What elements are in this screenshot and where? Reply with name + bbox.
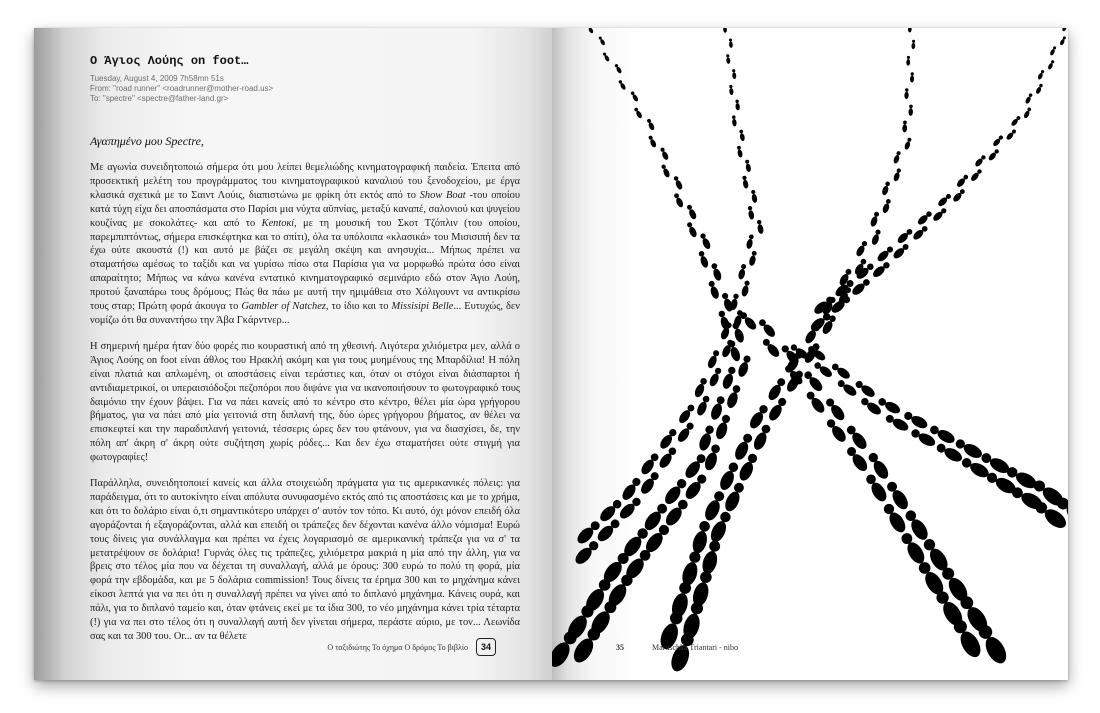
- footprint: [735, 99, 740, 110]
- footprint: [659, 147, 669, 161]
- footprint: [970, 168, 984, 182]
- footprint: [744, 159, 751, 172]
- p1-text-i: ... Ευτυχώς, δεν νομίζω ότι θα συναντήσω την Άβα Γκάρντνερ...: [90, 301, 520, 326]
- footprint: [908, 105, 913, 116]
- footprint: [987, 148, 1000, 162]
- footprint: [699, 232, 712, 250]
- footprint: [686, 221, 698, 238]
- left-page: [34, 28, 552, 680]
- footprint: [646, 118, 655, 131]
- greeting: Αγαπημένο μου Spectre,: [90, 134, 204, 148]
- footprint: [660, 164, 671, 179]
- footprint: [729, 85, 734, 96]
- footprint: [830, 362, 852, 381]
- footprint: [677, 403, 696, 425]
- footprint: [739, 129, 746, 141]
- email-to: To: "spectre" <spectre@father-land.gr>: [90, 94, 229, 103]
- footprint: [850, 277, 871, 297]
- footprint: [733, 309, 744, 328]
- footprint: [573, 538, 601, 566]
- footprint: [844, 423, 869, 451]
- footprint: [732, 69, 737, 79]
- left-page-footer: [327, 638, 496, 656]
- footprint: [747, 206, 755, 220]
- footprint: [975, 622, 1011, 667]
- footprint: [707, 280, 720, 300]
- footprint: [859, 396, 883, 417]
- footprint: [658, 427, 679, 451]
- footprint: [896, 227, 914, 245]
- footprint: [824, 396, 847, 422]
- footprint: [766, 376, 787, 402]
- footprint: [813, 360, 834, 379]
- left-footer-text: Ο ταξιδιώτης Το όχημα Ο δρόμος Το βιβλίο: [327, 642, 468, 652]
- footprint: [602, 52, 610, 62]
- p1-title-missisipi-belle: Missisipi Belle: [391, 301, 454, 313]
- footprint: [680, 550, 703, 588]
- footprint-trails: [552, 28, 1068, 674]
- footprint: [756, 219, 764, 234]
- footprint: [1010, 115, 1021, 127]
- footprint: [1023, 107, 1032, 119]
- p1-title-show-boat: Show Boat: [419, 189, 466, 201]
- page-number-badge: 34: [476, 638, 496, 656]
- footprint: [911, 40, 915, 50]
- footprint: [710, 262, 723, 281]
- footprint: [736, 145, 743, 157]
- footprint: [871, 229, 882, 246]
- footprint: [906, 56, 910, 66]
- footprint: [638, 470, 661, 496]
- footprint: [869, 211, 880, 228]
- footprint: [952, 188, 967, 203]
- footprint: [595, 517, 622, 544]
- footprint: [836, 378, 859, 398]
- footprint: [673, 192, 685, 208]
- email-date: Tuesday, August 4, 2009 7h58mn 51s: [90, 74, 224, 83]
- footprint: [881, 181, 891, 196]
- footprint: [647, 135, 657, 149]
- footprint: [974, 154, 987, 168]
- footprint: [639, 451, 661, 476]
- footprint: [741, 280, 751, 297]
- footprint: [804, 389, 827, 415]
- p1-title-gambler: Gambler of Natchez: [241, 301, 326, 313]
- left-page-content: [90, 54, 520, 656]
- footprint: [737, 263, 747, 280]
- footprint: [614, 63, 623, 74]
- email-meta: [90, 74, 520, 104]
- footprint: [761, 337, 782, 359]
- right-page-number: 35: [616, 643, 624, 652]
- footprint: [742, 175, 749, 189]
- email-from: From: "road runner" <roadrunner@mother-road.us>: [90, 84, 274, 93]
- footprint: [657, 445, 678, 470]
- footprint: [904, 137, 913, 150]
- footprint: [575, 519, 603, 547]
- footprint: [902, 120, 907, 132]
- footprint: [695, 394, 711, 417]
- footprint: [731, 115, 736, 126]
- footprint: [910, 72, 915, 82]
- footprint: [1037, 69, 1045, 80]
- right-page: [552, 28, 1068, 680]
- footprint: [1005, 128, 1017, 140]
- footprint: [916, 210, 933, 227]
- footprint: [620, 476, 643, 503]
- paragraph-1: [90, 161, 520, 328]
- footprint: [708, 366, 723, 387]
- footprint: [855, 240, 869, 258]
- footprint: [690, 519, 712, 555]
- footprint: [673, 175, 684, 190]
- footprint: [932, 207, 948, 223]
- footprint: [750, 189, 758, 203]
- footprint: [757, 317, 777, 339]
- footprint: [693, 377, 709, 399]
- footprint: [746, 234, 755, 250]
- footprint: [748, 250, 758, 266]
- footprint: [1049, 46, 1057, 56]
- footprint: [598, 36, 606, 46]
- p1-title-kentoki: Kentoĸí: [261, 217, 294, 229]
- footprint: [824, 417, 848, 444]
- footprint: [882, 198, 892, 214]
- footprint: [854, 379, 877, 399]
- footprint: [686, 204, 698, 221]
- footprint: [908, 28, 912, 33]
- footprint: [726, 54, 731, 64]
- footprint: [728, 38, 733, 48]
- footprint: [904, 88, 909, 99]
- p1-text-e: , με τη μουσική του Σκοτ Τζόπλιν (του οποίου, παρεμπιπτόντως, σήμερα επισκέφτηκα και το σπίτι), όλα τα υπόλοιπα «κλασικά» του Μισισιπή δεν τα έχω ούτε ακουστά (!) και αυτό με βάζει σε μεγάλη σκέψη και ανησυχία... Μήπως πρέπει να σταματήσω αμέσως το ταξίδι και να γυρίσω πίσω στα Παρίσια για να μορφωθώ πρώτα όσο είναι απαραίτητο; Μήπως να κάνω κανένα εντατικό κινηματογραφικό σεμινάριο εδώ στον Άγιο Λούη, προτού ξαναπάρω τους δρόμους; Πώς θα πάω με αυτή την ημιμάθεια στο Χόλιγουντ να αντικρίσω τους σταρ; Πρώτη φορά άκουγα το: [90, 217, 520, 313]
- right-footer-text: Maruschka Triantari - nibo: [652, 643, 738, 652]
- footprint: [633, 107, 643, 119]
- paragraph-2: Η σημερινή ημέρα ήταν δύο φορές πιο κουραστική από τη χθεσινή. Λιγότερα χιλιόμετρα μεν, αλλά ο Άγιος Λούης on foot είναι άθλος του Ηρακλή ακόμη και για τους μυημένους της Μπαρδίλια! Η πόλη είναι πλατιά και απλωμένη, οι αποστάσεις είναι τεράστιες και, όταν οι στόχοι είναι διάσπαρτοι ή αντιδιαμετρικοί, οι υπεραισιόδοξοι πεζοπόροι που διψάνε για να ικανοποιήσουν το φωτογραφικό τους δαιμόνιο την έχουν βάψει. Για να πάει κανείς από το κέντρο στο κέντρο, θέλει μία ώρα γρήγορου βήματος, για να πάει από μία γειτονιά στη διπλανή της, δύο ώρες γρήγορου βήματος, αν θέλει να επισκεφτεί και την παραδιπλανή γειτονιά, τέσσερις ώρες δεν του φτάνουν, για να διασχίσει, δε, την πόλη απ' άκρη σ' άκρη ούτε συζήτηση χωρίς ρόδες... Και δεν έχω σταματήσει ούτε στιγμή για φωτογραφίες!: [90, 340, 520, 464]
- footprint: [844, 445, 870, 474]
- footprint: [618, 79, 627, 90]
- p1-text-c: -του οποίου κατά τύχη είχα δει αποσπάσματα στο Παρίσι μια νύχτα αϋπνίας, μεταξύ καναπέ, σαλονιού και ψυγείου κουζίνας με σοκολάτες- και από το: [90, 189, 520, 229]
- footprint: [586, 28, 594, 34]
- footprint: [871, 260, 891, 279]
- footprint: [676, 421, 696, 444]
- footprint: [697, 250, 709, 269]
- footprint: [1025, 93, 1034, 105]
- footprint: [893, 168, 902, 182]
- footprint: [597, 497, 623, 523]
- footprint: [738, 310, 758, 331]
- right-page-footer: [616, 643, 738, 652]
- p1-text-a: Με αγωνία συνειδητοποιώ σήμερα ότι μου λείπει θεμελιώδης κινηματογραφική παιδεία. Έπειτα από προσεκτική μελέτη του προγράμματος του κινηματογραφικού καναλιού του ξενοδοχείου, με έργα κλασικά σχετικά με το Σαιντ Λούις, διαπιστώνω με φρίκη ότι εκτός από το: [90, 162, 520, 201]
- footprint: [1047, 60, 1055, 71]
- footprint: [892, 242, 911, 260]
- p1-text-g: , το ίδιο και το: [325, 301, 392, 313]
- footprint: [893, 150, 902, 164]
- footprint: [876, 245, 895, 264]
- footprint: [992, 134, 1004, 147]
- footprint: [630, 91, 639, 103]
- footprint: [956, 173, 970, 188]
- footprint: [617, 495, 643, 521]
- email-title: Ο Άγιος Λούης on foot…: [90, 54, 249, 68]
- book-spread: [34, 28, 1068, 680]
- footprint: [1061, 28, 1068, 32]
- footprint: [723, 28, 728, 33]
- footprint: [766, 396, 788, 423]
- footprint: [706, 349, 721, 370]
- footprint: [937, 192, 953, 207]
- paragraph-3: Παράλληλα, συνειδητοποιεί κανείς και άλλα στοιχειώδη πράγματα για τις αμερικανικές πόλεις: για παράδειγμα, ότι το αυτοκίνητο είναι απόλυτα συνυφασμένο εκτός από τις αποστάσεις και με το χρήμα, και ότι το δολάριο είναι ό,τι σημαντικότερο υπάρχει σ' αυτόν τον τόπο. Κι αυτό, όχι μόνον επειδή όλα αγοράζονται ή εξαγοράζονται, αλλά και επειδή οι τράπεζες δεν δέχονται κανένα άλλο νόμισμα! Ευρώ τους δίνεις για συνάλλαγμα και πρέπει να έχεις λογαριασμό σε αμερικανική τράπεζα για να σ' τα μετατρέψουν σε δολάρια! Γυρνάς όλες τις τράπεζες, χιλιόμετρα μακριά η μία από την άλλη, για να βρεις στο τέλος μία που να δέχεται τη συναλλαγή, αλλά με όρους: 300 ευρώ το πολύ τη φορά, μία φορά την εβδομάδα, και με 5 δολάρια commission! Τους δίνεις τα έρημα 300 και το μηχάνημα κάνει είκοσι λεπτά για να πει ότι η συναλλαγή πρέπει να γίνει από το διπλανό μηχάνημα. Κάνεις ουρά, και πάλι, για το διπλανό ταμείο και, όταν φτάνεις εκεί με τα ίδια 300, το νέο μηχάνημα κάνει τρία τέταρτα (!) για να πει στο τέλος ότι η συναλλαγή αυτή δεν γίνεται σήμερα, περάστε αύριο, με τον... Λεωνίδα σας και τα 300 του. Οr... αν τα θέλετε: [90, 478, 520, 642]
- footprints-illustration-icon: [552, 28, 1068, 680]
- footprint: [1035, 83, 1044, 95]
- footprint: [1059, 36, 1067, 46]
- footprint: [912, 224, 930, 241]
